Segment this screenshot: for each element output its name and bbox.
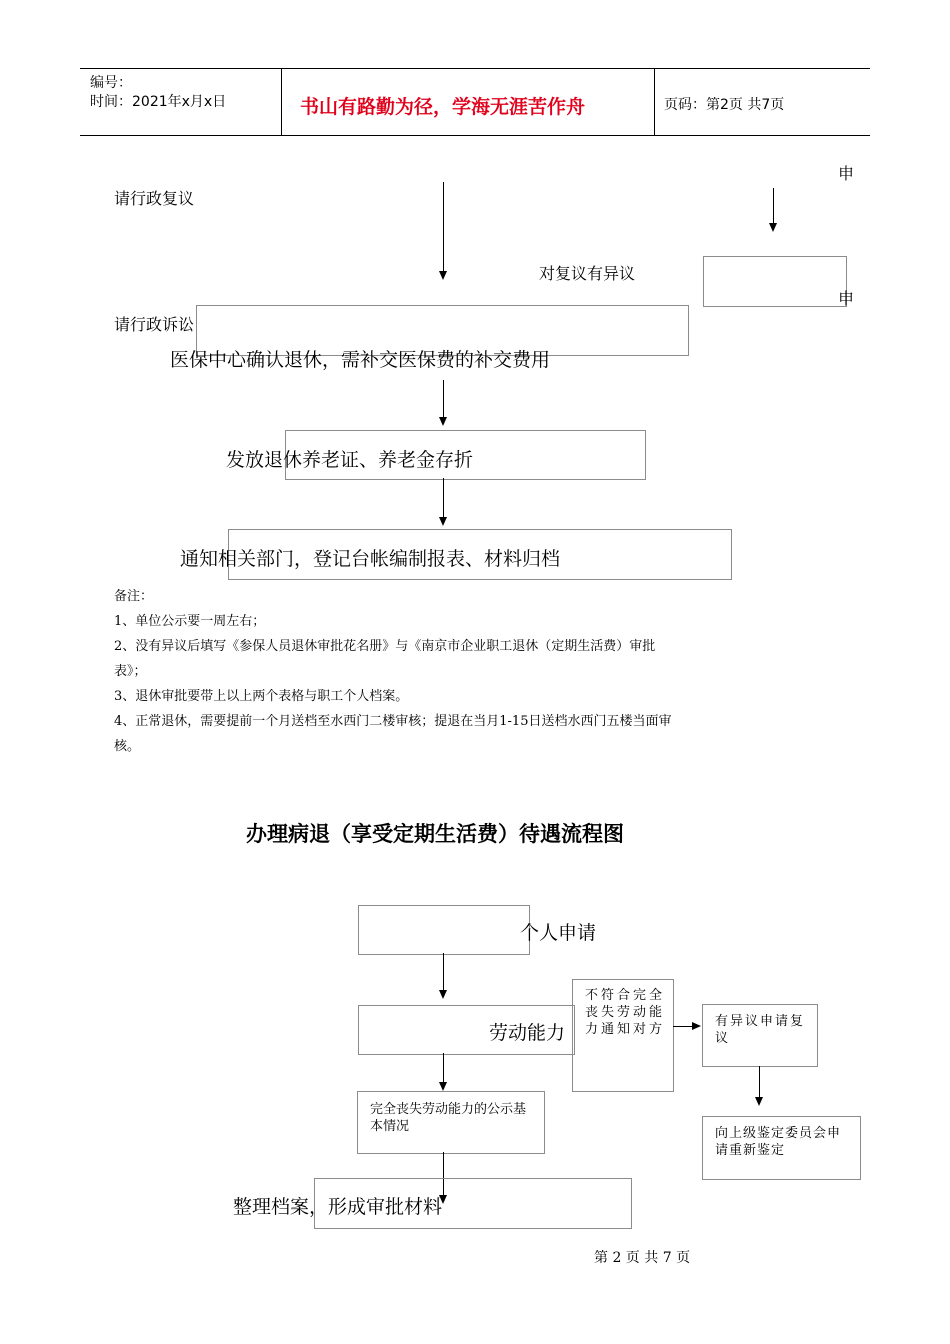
side-objection: 有异议申请复议 xyxy=(715,1014,806,1046)
header-number-label: 编号： xyxy=(90,75,132,91)
flow2-title: 办理病退（享受定期生活费）待遇流程图 xyxy=(246,822,624,846)
step-issue: 发放退休养老证、养老金存折 xyxy=(226,449,474,471)
side-higher: 向上级鉴定委员会申请重新鉴定 xyxy=(715,1126,842,1158)
label-admin-lawsuit: 请行政诉讼 xyxy=(114,315,195,334)
notes-block xyxy=(114,584,844,759)
label-shen-bottom: 申 xyxy=(838,289,855,308)
notes-line-3: 表》； xyxy=(114,664,147,679)
side-not-meet: 不符合完全丧失劳动能力通知对方 xyxy=(585,988,666,1037)
arrow-head-left-long xyxy=(439,271,447,280)
step-apply: 个人申请 xyxy=(520,922,597,944)
header-motto: 书山有路勤为径，学海无涯苦作舟 xyxy=(300,96,586,118)
arrow-shaft-to-objection xyxy=(673,1026,693,1027)
arrow-shaft-ability xyxy=(443,1053,444,1083)
header-divider-left xyxy=(281,68,282,136)
header-bottom-rule xyxy=(80,135,870,136)
step-notify: 通知相关部门，登记台帐编制报表、材料归档 xyxy=(180,548,561,570)
box-apply xyxy=(358,905,530,955)
arrow-head-to-objection xyxy=(692,1022,701,1030)
notes-line-6: 核。 xyxy=(114,739,141,754)
notes-line-4: 3、退休审批要带上以上两个表格与职工个人档案。 xyxy=(114,689,409,704)
notes-line-2: 2、没有异议后填写《参保人员退休审批花名册》与《南京市企业职工退休（定期生活费）审批 xyxy=(114,639,656,654)
header-divider-right xyxy=(654,68,655,136)
label-objection: 对复议有异议 xyxy=(539,264,636,283)
header-top-rule xyxy=(80,68,870,69)
step-publicity: 完全丧失劳动能力的公示基本情况 xyxy=(370,1102,527,1134)
arrow-head-apply xyxy=(439,990,447,999)
notes-line-5: 4、正常退休，需要提前一个月送档至水西门二楼审核；提退在当月1-15日送档水西门五楼当面审 xyxy=(114,714,672,729)
notes-heading: 备注： xyxy=(114,589,154,604)
arrow-shaft-right xyxy=(773,188,774,224)
step-medical: 医保中心确认退休，需补交医保费的补交费用 xyxy=(170,349,551,371)
label-admin-review: 请行政复议 xyxy=(114,189,195,208)
arrow-head-objection xyxy=(755,1097,763,1106)
step-archive: 整理档案，形成审批材料 xyxy=(233,1196,443,1218)
arrow-head-ability xyxy=(439,1082,447,1091)
header-time: 时间：2021年x月x日 xyxy=(90,94,227,110)
arrow-shaft-apply xyxy=(443,953,444,991)
header-page-info: 页码：第2页 共7页 xyxy=(664,97,785,113)
notes-line-1: 1、单位公示要一周左右； xyxy=(114,614,266,629)
objection-box xyxy=(703,256,847,307)
arrow-shaft-left-long xyxy=(443,182,444,272)
arrow-head-issue xyxy=(439,517,447,526)
arrow-shaft-medical xyxy=(443,380,444,418)
arrow-head-right xyxy=(769,223,777,232)
arrow-shaft-issue xyxy=(443,478,444,518)
label-shen-top: 申 xyxy=(838,164,855,183)
arrow-shaft-objection xyxy=(759,1066,760,1098)
step-ability: 劳动能力 xyxy=(489,1022,566,1044)
arrow-head-medical xyxy=(439,417,447,426)
footer-page: 第 2 页 共 7 页 xyxy=(594,1250,691,1266)
